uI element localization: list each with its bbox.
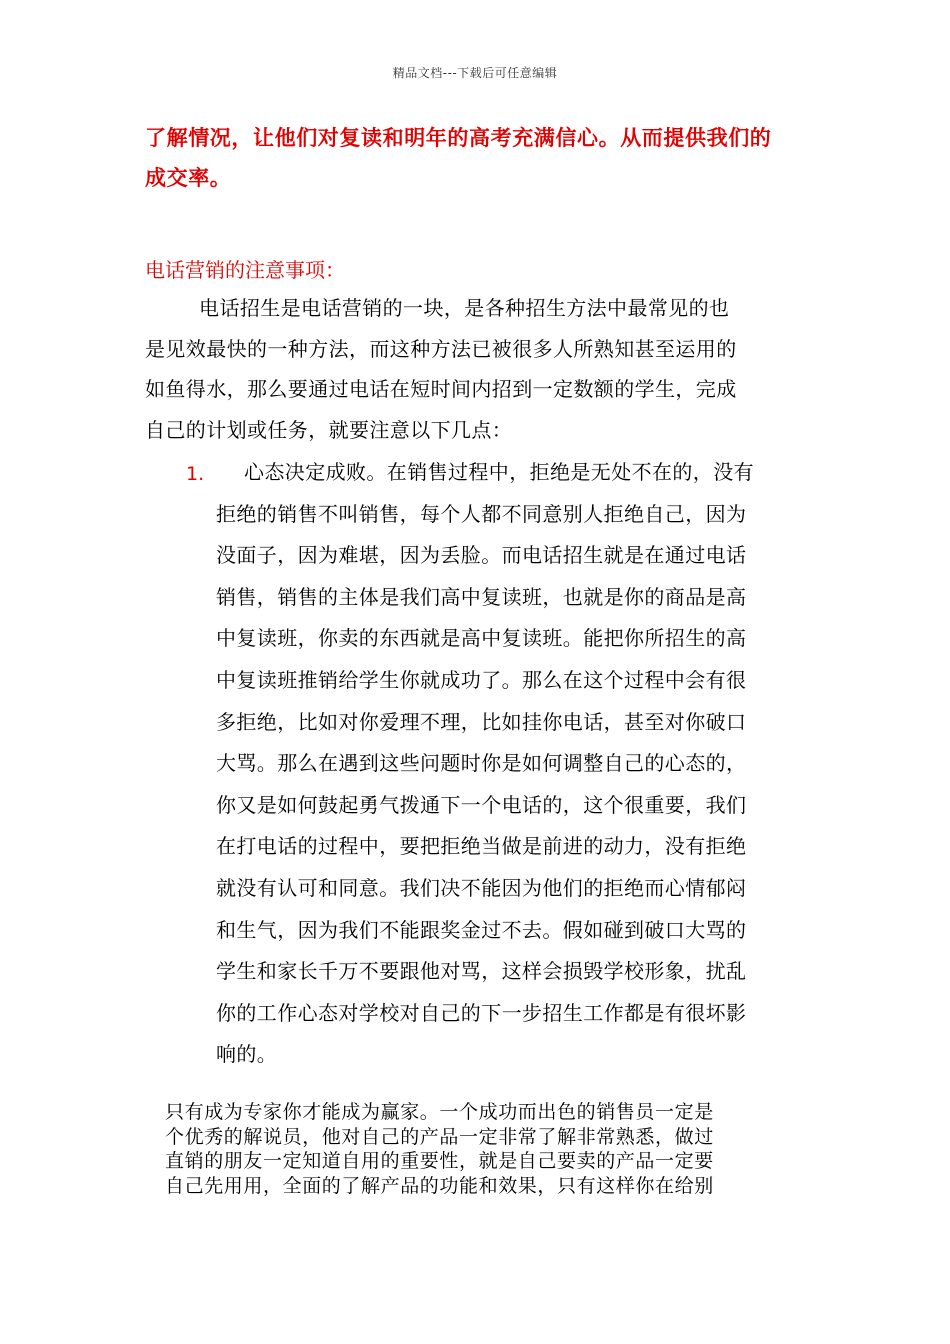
text-line: 只有成为专家你才能成为赢家。一个成功而出色的销售员一定是 [165, 1101, 714, 1123]
text-line: 拒绝的销售不叫销售，每个人都不同意别人拒绝自己，因为 [216, 501, 747, 526]
list-number: 1. [186, 463, 205, 485]
text-line: 销售，销售的主体是我们高中复读班，也就是你的商品是高 [216, 584, 747, 609]
text-line: 如鱼得水，那么要通过电话在短时间内招到一定数额的学生，完成 [145, 377, 737, 401]
text-line: 自己先用用，全面的了解产品的功能和效果，只有这样你在给别 [165, 1174, 714, 1197]
text-line: 直销的朋友一定知道自用的重要性，就是自己要卖的产品一定要 [165, 1150, 714, 1172]
text-line: 没面子，因为难堪，因为丢脸。而电话招生就是在通过电话 [216, 543, 747, 568]
red-intro-paragraph [145, 118, 815, 198]
intro-paragraph [145, 288, 815, 450]
text-line: 你又是如何鼓起勇气拨通下一个电话的，这个很重要，我们 [216, 792, 747, 817]
text-line: 多拒绝，比如对你爱理不理，比如挂你电话，甚至对你破口 [216, 709, 747, 734]
text-line: 自己的计划或任务，就要注意以下几点： [145, 417, 513, 442]
text-line: 学生和家长千万不要跟他对骂，这样会损毁学校形象，扰乱 [216, 959, 747, 984]
text-line: 响的。 [216, 1042, 278, 1067]
text-line: 心态决定成败。在销售过程中，拒绝是无处不在的，没有 [244, 460, 754, 484]
text-line: 中复读班推销给学生你就成功了。那么在这个过程中会有很 [216, 667, 747, 692]
closing-paragraph [165, 1100, 805, 1198]
text-line: 成交率。 [145, 166, 232, 190]
text-line: 和生气，因为我们不能跟奖金过不去。假如碰到破口大骂的 [216, 917, 747, 942]
text-line: 中复读班，你卖的东西就是高中复读班。能把你所招生的高 [216, 626, 747, 651]
text-line: 了解情况，让他们对复读和明年的高考充满信心。从而提供我们的 [145, 126, 772, 150]
section-heading: 电话营销的注意事项： [145, 258, 345, 282]
text-line: 大骂。那么在遇到这些问题时你是如何调整自己的心态的， [216, 751, 747, 776]
text-line: 在打电话的过程中，要把拒绝当做是前进的动力，没有拒绝 [216, 834, 747, 859]
page-header: 精品文档---下载后可任意编辑 [392, 66, 558, 80]
text-line: 就没有认可和同意。我们决不能因为他们的拒绝而心情郁闷 [216, 875, 747, 900]
text-line: 是见效最快的一种方法，而这种方法已被很多人所熟知甚至运用的 [145, 336, 737, 361]
list-item-body [216, 452, 816, 1076]
text-line: 个优秀的解说员，他对自己的产品一定非常了解非常熟悉，做过 [165, 1125, 714, 1148]
text-line: 你的工作心态对学校对自己的下一步招生工作都是有很坏影 [216, 1000, 747, 1025]
text-line: 电话招生是电话营销的一块，是各种招生方法中最常见的也 [145, 296, 730, 320]
